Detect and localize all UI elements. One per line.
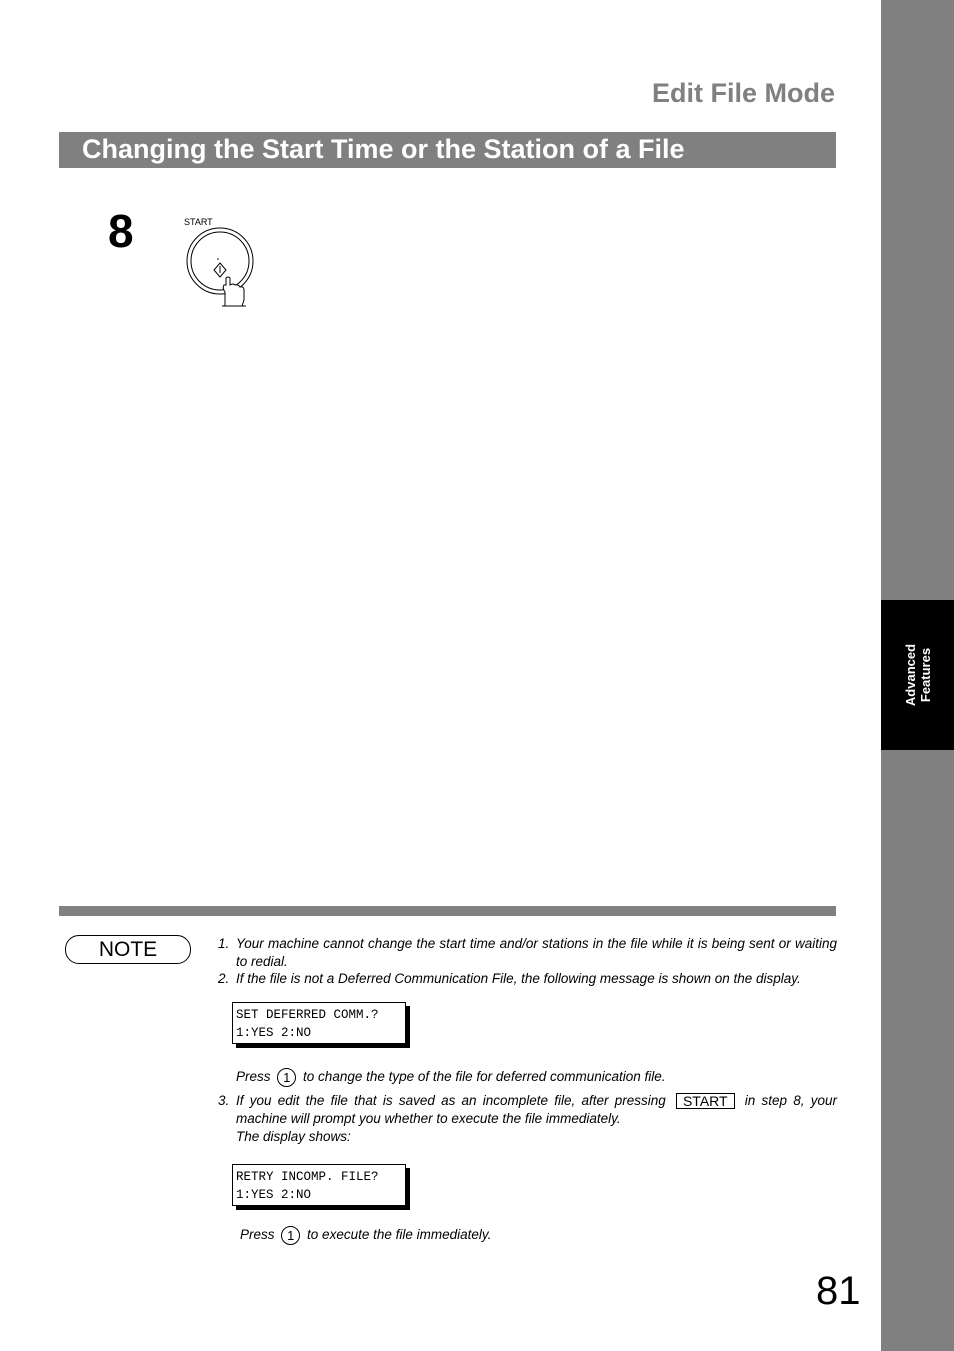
section-tab <box>881 600 954 750</box>
key-1-icon: 1 <box>277 1068 296 1087</box>
lcd-line: SET DEFERRED COMM.? <box>236 1008 379 1022</box>
lcd-line: 1:YES 2:NO <box>236 1188 312 1202</box>
press-instruction-2 <box>240 1226 491 1245</box>
page-number: 81 <box>816 1269 861 1313</box>
start-button-label: START <box>184 217 213 227</box>
note-item-text: in step 8, your machine will prompt you whether to execute the file immediately. <box>236 1093 837 1126</box>
note-item-2 <box>218 970 837 988</box>
press-text: to change the type of the file for deferred communication file. <box>303 1069 666 1085</box>
key-1-icon: 1 <box>281 1226 300 1245</box>
note-item-text: If the file is not a Deferred Communication File, the following message is shown on the display. <box>236 971 801 986</box>
note-item-number: 1. <box>218 936 230 951</box>
note-badge: NOTE <box>65 935 191 964</box>
press-instruction-1 <box>236 1068 666 1087</box>
page-title: Changing the Start Time or the Station of a File <box>82 134 685 164</box>
start-key-icon: START <box>676 1093 735 1109</box>
lcd-display-retry <box>232 1164 406 1206</box>
note-divider <box>59 906 836 916</box>
step-number: 8 <box>108 205 134 257</box>
press-text: Press <box>240 1227 275 1243</box>
section-tab-label: Advanced Features <box>902 643 933 707</box>
note-item-1 <box>218 935 837 971</box>
press-text: to execute the file immediately. <box>307 1227 492 1243</box>
start-button-press-icon <box>180 222 260 308</box>
section-title: Edit File Mode <box>651 78 835 108</box>
lcd-line: 1:YES 2:NO <box>236 1026 312 1040</box>
page-title-bar <box>59 132 836 168</box>
note-item-number: 2. <box>218 971 230 986</box>
lcd-display-deferred <box>232 1002 406 1044</box>
note-item-text: If you edit the file that is saved as an incomplete file, after pressing <box>236 1093 666 1108</box>
note-item-text: Your machine cannot change the start time and/or stations in the file while it is being sent or waiting to redial. <box>236 936 837 969</box>
display-intro: The display shows: <box>236 1129 351 1144</box>
note-item-number: 3. <box>218 1093 230 1108</box>
press-text: Press <box>236 1069 271 1085</box>
note-item-3 <box>218 1092 837 1146</box>
lcd-line: RETRY INCOMP. FILE? <box>236 1170 379 1184</box>
